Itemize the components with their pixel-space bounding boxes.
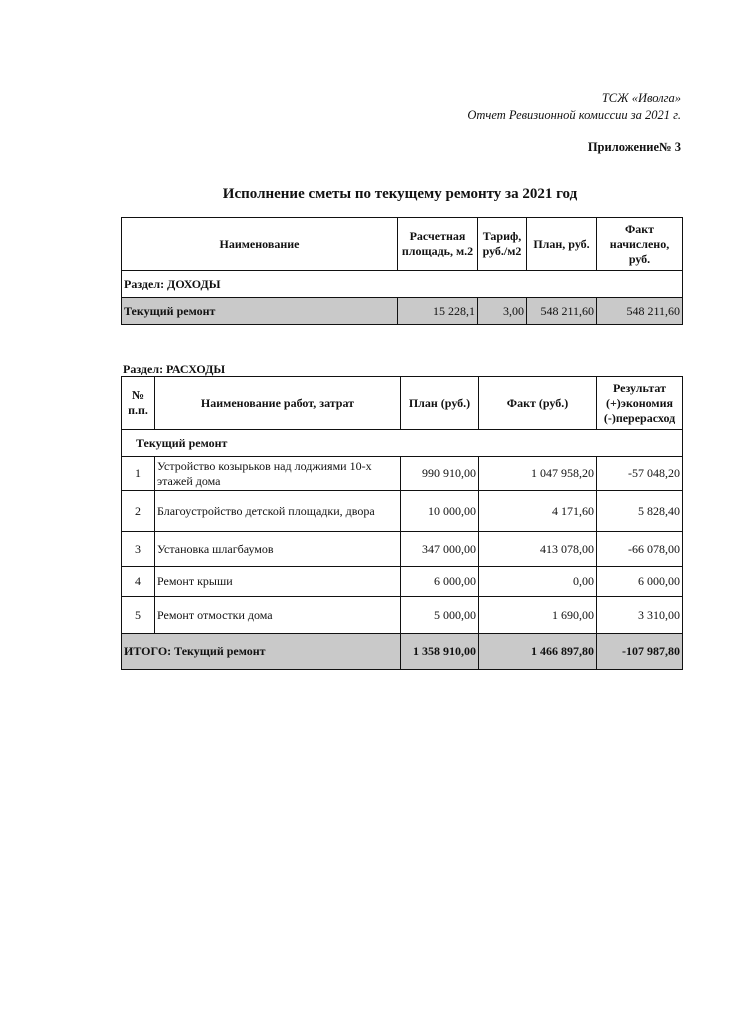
report-name: Отчет Ревизионной комиссии за 2021 г.: [467, 108, 681, 122]
row-name: Устройство козырьков над лоджиями 10-х этажей дома: [155, 457, 401, 491]
expenses-col-fact: Факт (руб.): [479, 377, 597, 430]
income-col-area: Расчетная площадь, м.2: [398, 218, 478, 271]
table-row: [122, 597, 683, 634]
expenses-section-label: Раздел: РАСХОДЫ: [123, 362, 226, 376]
row-plan: 10 000,00: [401, 491, 479, 532]
total-plan: 1 358 910,00: [401, 634, 479, 670]
income-row-name: Текущий ремонт: [122, 298, 398, 325]
expenses-col-result: Результат (+)экономия (-)перерасход: [597, 377, 683, 430]
income-col-tariff: Тариф, руб./м2: [478, 218, 527, 271]
row-number: 3: [122, 532, 155, 567]
row-plan: 347 000,00: [401, 532, 479, 567]
income-section-label: Раздел: ДОХОДЫ: [122, 271, 683, 298]
income-col-name: Наименование: [122, 218, 398, 271]
expenses-col-plan: План (руб.): [401, 377, 479, 430]
income-col-fact: Факт начислено, руб.: [597, 218, 683, 271]
expenses-category-row: [122, 430, 683, 457]
income-table: [121, 217, 683, 325]
row-result: 6 000,00: [597, 567, 683, 597]
annex-label: Приложение№ 3: [587, 140, 681, 154]
income-row-plan: 548 211,60: [527, 298, 597, 325]
row-plan: 990 910,00: [401, 457, 479, 491]
table-row: [122, 567, 683, 597]
row-name: Благоустройство детской площадки, двора: [155, 491, 401, 532]
row-name: Установка шлагбаумов: [155, 532, 401, 567]
income-row-fact: 548 211,60: [597, 298, 683, 325]
row-name: Ремонт крыши: [155, 567, 401, 597]
expenses-table: [121, 376, 683, 670]
expenses-category-label: Текущий ремонт: [122, 430, 683, 457]
row-number: 4: [122, 567, 155, 597]
row-number: 5: [122, 597, 155, 634]
row-fact: 4 171,60: [479, 491, 597, 532]
row-result: 5 828,40: [597, 491, 683, 532]
row-fact: 1 047 958,20: [479, 457, 597, 491]
table-row: [122, 532, 683, 567]
row-result: -57 048,20: [597, 457, 683, 491]
income-data-row: [122, 298, 683, 325]
row-number: 2: [122, 491, 155, 532]
row-number: 1: [122, 457, 155, 491]
total-label: ИТОГО: Текущий ремонт: [122, 634, 401, 670]
expenses-header-row: [122, 377, 683, 430]
row-fact: 1 690,00: [479, 597, 597, 634]
income-section-row: [122, 271, 683, 298]
total-fact: 1 466 897,80: [479, 634, 597, 670]
income-col-plan: План, руб.: [527, 218, 597, 271]
document-title: Исполнение сметы по текущему ремонту за 2021 год: [222, 186, 578, 202]
income-row-tariff: 3,00: [478, 298, 527, 325]
total-result: -107 987,80: [597, 634, 683, 670]
income-row-area: 15 228,1: [398, 298, 478, 325]
row-result: -66 078,00: [597, 532, 683, 567]
row-fact: 413 078,00: [479, 532, 597, 567]
total-row: [122, 634, 683, 670]
org-name: ТСЖ «Иволга»: [601, 91, 681, 105]
row-result: 3 310,00: [597, 597, 683, 634]
table-row: [122, 457, 683, 491]
row-plan: 6 000,00: [401, 567, 479, 597]
row-plan: 5 000,00: [401, 597, 479, 634]
table-row: [122, 491, 683, 532]
expenses-col-name: Наименование работ, затрат: [155, 377, 401, 430]
row-name: Ремонт отмостки дома: [155, 597, 401, 634]
income-header-row: [122, 218, 683, 271]
expenses-col-number: № п.п.: [122, 377, 155, 430]
row-fact: 0,00: [479, 567, 597, 597]
